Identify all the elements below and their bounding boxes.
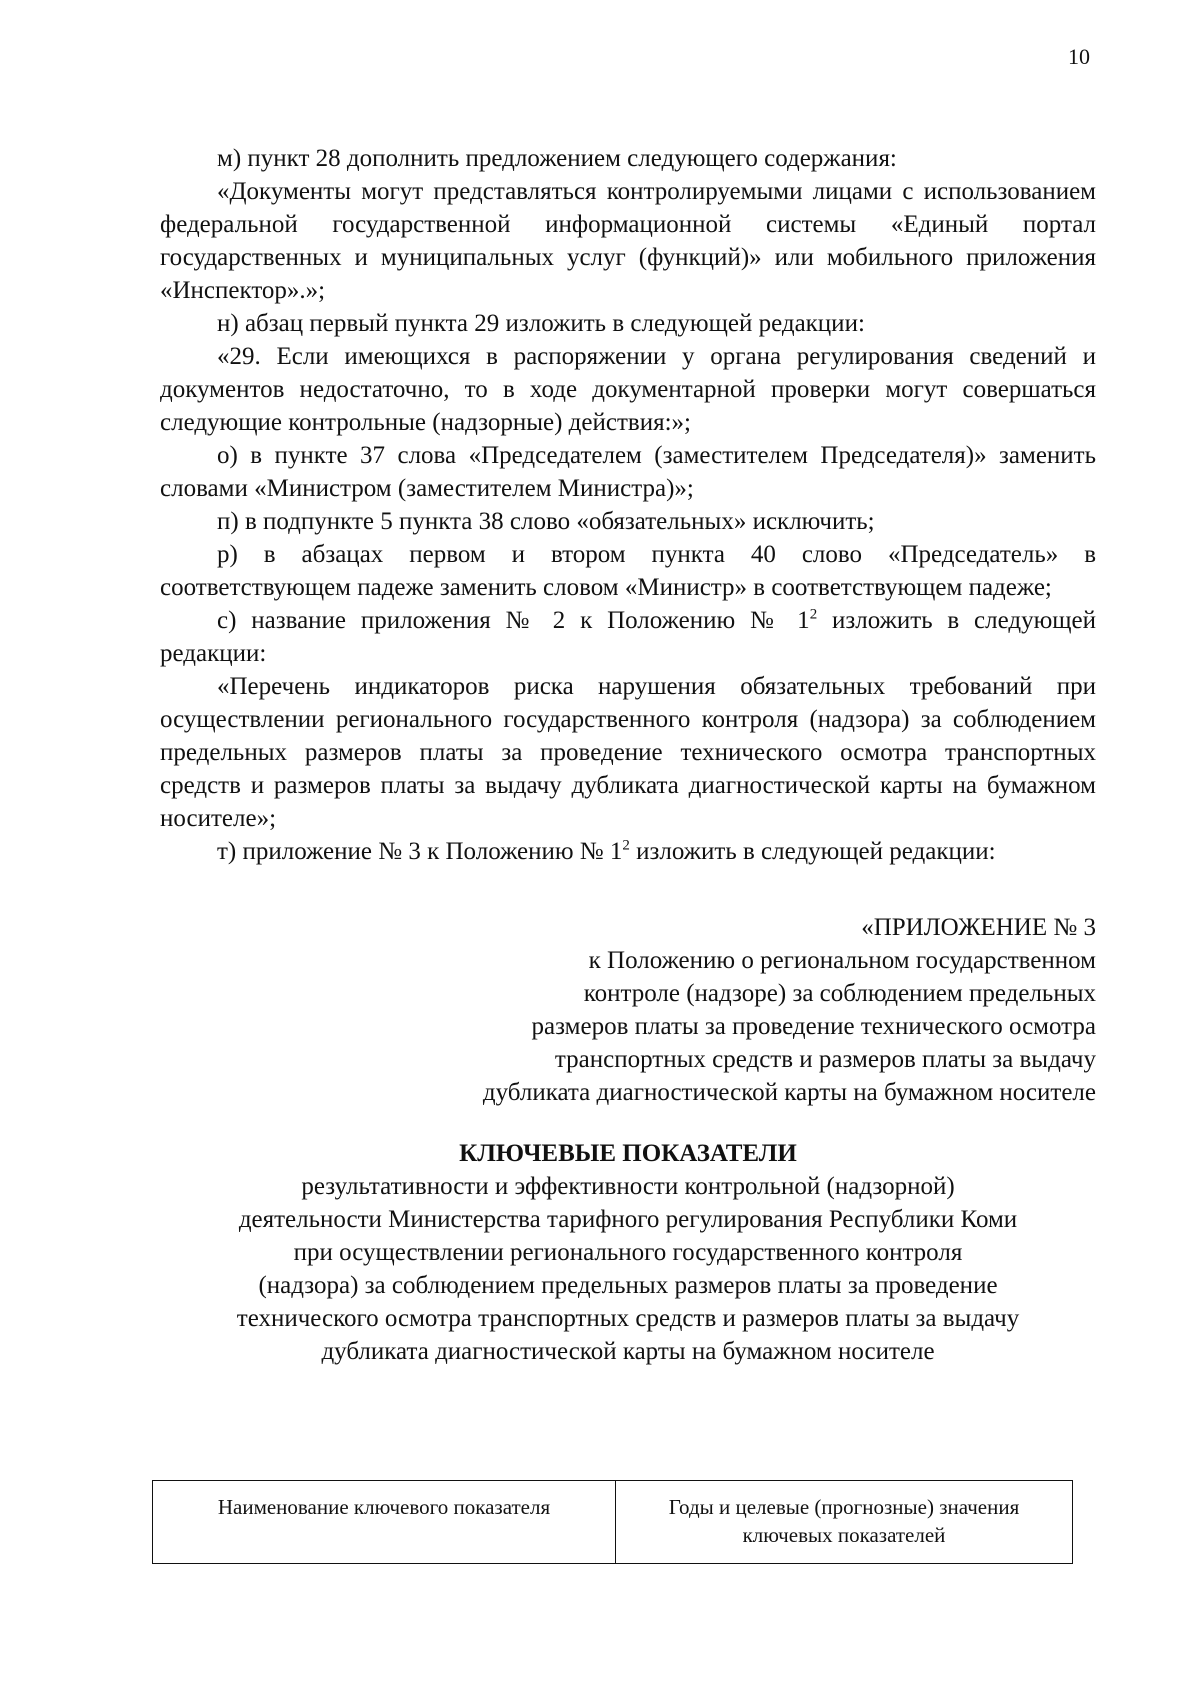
subtitle-line: (надзора) за соблюдением предельных размеров платы за проведение: [258, 1272, 998, 1299]
paragraph-s: [160, 604, 1096, 670]
paragraph-t-before: т) приложение № 3 к Положению № 1: [217, 838, 623, 865]
appendix-line: транспортных средств и размеров платы за выдачу: [554, 1046, 1096, 1073]
subtitle-line: дубликата диагностической карты на бумажном носителе: [321, 1338, 935, 1365]
subtitle-line: результативности и эффективности контрольной (надзорной): [301, 1173, 955, 1200]
document-body: [160, 142, 1096, 1368]
page-number: 10: [1068, 44, 1090, 69]
appendix-line: размеров платы за проведение технического осмотра: [531, 1013, 1096, 1040]
subtitle-line: при осуществлении регионального государственного контроля: [293, 1239, 963, 1266]
paragraph-t: [160, 835, 1096, 868]
paragraph-t-superscript: 2: [622, 837, 630, 854]
subtitle-line: деятельности Министерства тарифного регулирования Республики Коми: [238, 1206, 1018, 1233]
paragraph-quote-29: «29. Если имеющихся в распоряжении у органа регулирования сведений и документов недостаточно, то в ходе документарной проверки могут совершаться следующие контрольные (надзорные) действия:»;: [160, 343, 1096, 436]
paragraph-s-before: с) название приложения № 2 к Положению № 1: [217, 607, 810, 634]
paragraph-n: н) абзац первый пункта 29 изложить в следующей редакции:: [217, 310, 865, 337]
appendix-line: к Положению о региональном государственном: [588, 947, 1096, 974]
paragraph-quote-documents: «Документы могут представляться контролируемыми лицами с использованием федеральной государственной информационной системы «Единый портал государственных и муниципальных услуг (функций)» или мобильного приложения «Инспектор».»;: [160, 178, 1096, 304]
paragraph-s-superscript: 2: [809, 606, 818, 623]
table-header-target-values: Годы и целевые (прогнозные) значения ключевых показателей: [616, 1481, 1073, 1564]
paragraph-t-after: изложить в следующей редакции:: [629, 838, 996, 865]
subtitle-line: технического осмотра транспортных средств и размеров платы за выдачу: [236, 1305, 1020, 1332]
paragraph-quote-perechen: «Перечень индикаторов риска нарушения обязательных требований при осуществлении регионального государственного контроля (надзора) за соблюдением предельных размеров платы за проведение технического осмотра транспортных средств и размеров платы за выдачу дубликата диагностической карты на бумажном носителе»;: [160, 673, 1096, 832]
appendix-line: контроле (надзоре) за соблюдением предельных: [583, 980, 1096, 1007]
key-indicators-title: КЛЮЧЕВЫЕ ПОКАЗАТЕЛИ: [459, 1140, 797, 1167]
appendix-line: дубликата диагностической карты на бумажном носителе: [482, 1079, 1096, 1106]
paragraph-o: о) в пункте 37 слова «Председателем (заместителем Председателя)» заменить словами «Министром (заместителем Министра)»;: [160, 442, 1096, 502]
appendix-header: [160, 911, 1096, 1109]
paragraph-r: р) в абзацах первом и втором пункта 40 слово «Председатель» в соответствующем падеже заменить словом «Министр» в соответствующем падеже;: [160, 541, 1096, 601]
table-header-indicator-name: Наименование ключевого показателя: [153, 1481, 616, 1564]
key-indicators-table: [152, 1480, 1073, 1564]
appendix-heading: «ПРИЛОЖЕНИЕ № 3: [861, 914, 1096, 941]
paragraph-m: м) пункт 28 дополнить предложением следующего содержания:: [217, 145, 897, 172]
paragraph-p: п) в подпункте 5 пункта 38 слово «обязательных» исключить;: [217, 508, 875, 535]
key-indicators-subtitle: [160, 1170, 1096, 1368]
paragraph-s-after: изложить в следующей редакции:: [160, 607, 1096, 667]
table-header-row: [153, 1481, 1073, 1564]
